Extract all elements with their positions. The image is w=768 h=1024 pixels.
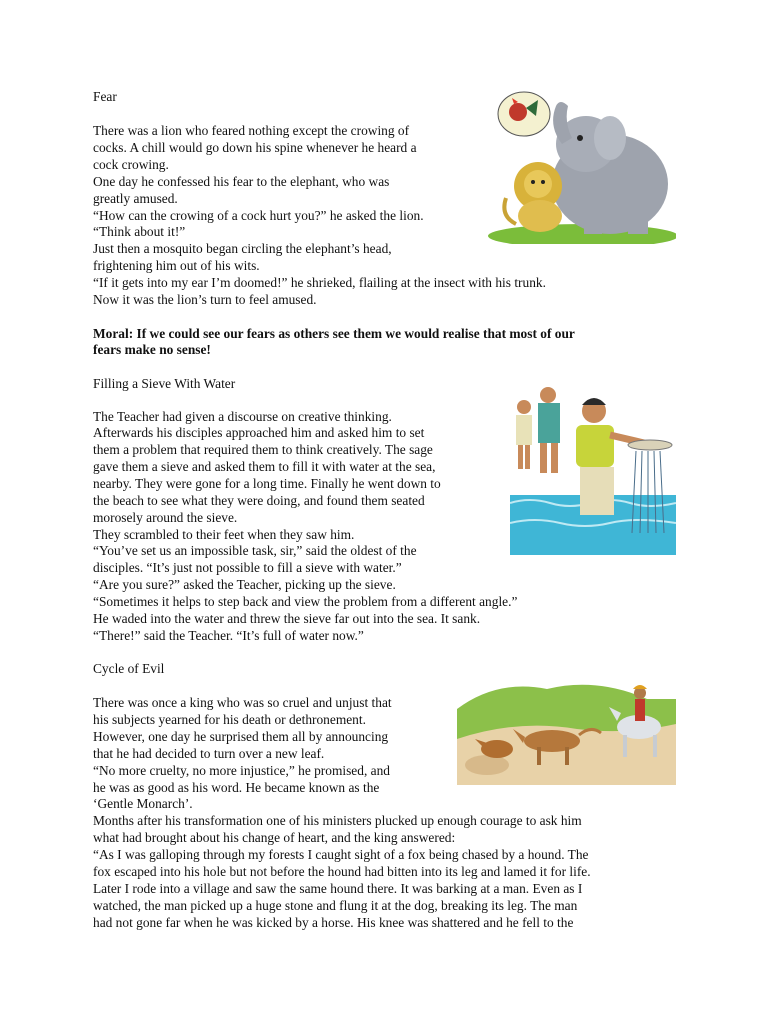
paragraph-line: fox escaped into his hole but not before the hound had bitten into its leg and lamed it for life. (93, 864, 591, 879)
paragraph-line: The Teacher had given a discourse on creative thinking. (93, 409, 392, 424)
paragraph-line: them a problem that required them to think creatively. The sage (93, 442, 433, 457)
paragraph-line: Afterwards his disciples approached him and asked him to set (93, 425, 425, 440)
moral-line: Moral: If we could see our fears as others see them we would realise that most of our (93, 326, 575, 341)
paragraph-line: “As I was galloping through my forests I caught sight of a fox being chased by a hound. The (93, 847, 589, 862)
story-title-cycle: Cycle of Evil (93, 661, 165, 676)
paragraph-line: had not gone far when he was kicked by a horse. His knee was shattered and he fell to the (93, 915, 574, 930)
paragraph-line: Just then a mosquito began circling the elephant’s head, (93, 241, 392, 256)
paragraph-line: morosely around the sieve. (93, 510, 238, 525)
paragraph-line: cock crowing. (93, 157, 169, 172)
paragraph-line: One day he confessed his fear to the elephant, who was (93, 174, 390, 189)
paragraph-line: Later I rode into a village and saw the same hound there. It was barking at a man. Even as I (93, 881, 583, 896)
paragraph-line: There was once a king who was so cruel and unjust that (93, 695, 392, 710)
paragraph-line: he was as good as his word. He became known as the (93, 780, 380, 795)
paragraph-line: what had brought about his change of heart, and the king answered: (93, 830, 456, 845)
lion-elephant-rooster-illustration (488, 86, 676, 244)
paragraph-line: cocks. A chill would go down his spine whenever he heard a (93, 140, 417, 155)
paragraph-line: frightening him out of his wits. (93, 258, 260, 273)
story-title-sieve: Filling a Sieve With Water (93, 376, 236, 391)
paragraph-line: They scrambled to their feet when they saw him. (93, 527, 355, 542)
paragraph-line: “Sometimes it helps to step back and view the problem from a different angle.” (93, 594, 518, 609)
moral-line: fears make no sense! (93, 342, 211, 357)
paragraph-line: However, one day he surprised them all by announcing (93, 729, 389, 744)
paragraph-line: that he had decided to turn over a new leaf. (93, 746, 325, 761)
paragraph-line: “If it gets into my ear I’m doomed!” he shrieked, flailing at the insect with his trunk. (93, 275, 546, 290)
paragraph-line: “Think about it!” (93, 224, 186, 239)
teacher-sieve-sea-illustration (510, 383, 676, 555)
paragraph-line: He waded into the water and threw the sieve far out into the sea. It sank. (93, 611, 481, 626)
paragraph-line: Now it was the lion’s turn to feel amused. (93, 292, 317, 307)
story-title-fear: Fear (93, 89, 117, 104)
paragraph-line: “No more cruelty, no more injustice,” he promised, and (93, 763, 390, 778)
paragraph-line: the beach to see what they were doing, and found them seated (93, 493, 425, 508)
paragraph-line: watched, the man picked up a huge stone and flung it at the dog, breaking its leg. The man (93, 898, 578, 913)
paragraph-line: nearby. They were gone for a long time. Finally he went down to (93, 476, 441, 491)
paragraph-line: Months after his transformation one of his ministers plucked up enough courage to ask him (93, 813, 582, 828)
paragraph-line: “You’ve set us an impossible task, sir,” said the oldest of the (93, 543, 417, 558)
paragraph-line: his subjects yearned for his death or dethronement. (93, 712, 366, 727)
paragraph-line: “How can the crowing of a cock hurt you?” he asked the lion. (93, 208, 424, 223)
paragraph-line: “Are you sure?” asked the Teacher, picking up the sieve. (93, 577, 396, 592)
paragraph-line: gave them a sieve and asked them to fill it with water at the sea, (93, 459, 436, 474)
fox-hound-horseman-illustration (457, 669, 676, 785)
paragraph-line: disciples. “It’s just not possible to fill a sieve with water.” (93, 560, 402, 575)
paragraph-line: “There!” said the Teacher. “It’s full of water now.” (93, 628, 364, 643)
paragraph-line: There was a lion who feared nothing except the crowing of (93, 123, 410, 138)
paragraph-line: ‘Gentle Monarch’. (93, 796, 193, 811)
paragraph-line: greatly amused. (93, 191, 178, 206)
